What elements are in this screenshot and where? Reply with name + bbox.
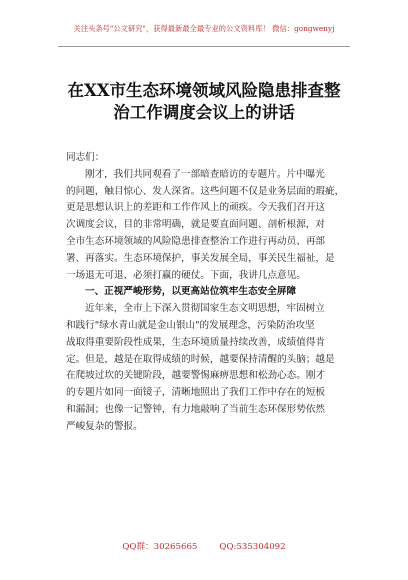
- header-divider: [58, 46, 350, 47]
- paragraph-line: 一场退无可退、必须打赢的硬仗。下面，我讲几点意见。: [66, 269, 306, 281]
- paragraph-line: 战取得重要阶段性成果，生态环境质量持续改善，成绩值得肯: [66, 336, 326, 348]
- title-line-1: 在XX市生态环境领域风险隐患排查整: [67, 81, 341, 100]
- title-line-2: 治工作调度会议上的讲话: [113, 103, 295, 122]
- document-title: [30, 80, 378, 124]
- paragraph-line: 刚才，我们共同观看了一部暗查暗访的专题片。片中曝光: [85, 168, 325, 180]
- document-body: [66, 150, 364, 436]
- paragraph-line: 次调度会议，目的非常明确，就是要直面问题、剖析根源，对: [66, 219, 326, 231]
- header-promo-text: 关注头条号"公文研究"，获得最新最全最专业的公文资料库！ 微信：gongwenyj: [73, 24, 335, 33]
- footer-qq-contact: QQ:535304092: [219, 542, 286, 552]
- paragraph-line: 的专题片如同一面镜子，清晰地照出了我们工作中存在的短板: [66, 387, 326, 399]
- paragraph-line: 定。但是，越是在取得成绩的时候，越要保持清醒的头脑；越是: [66, 353, 335, 365]
- paragraph-line: 和践行"绿水青山就是金山银山"的发展理念，污染防治攻坚: [66, 319, 315, 331]
- paragraph-line: 严峻复杂的警报。: [66, 420, 143, 432]
- paragraph-line: 署、再落实。生态环境保护，事关发展全局，事关民生福祉，是: [66, 252, 335, 264]
- paragraph-line: 和漏洞；也像一记警钟，有力地敲响了当前生态环保形势依然: [66, 403, 326, 415]
- paragraph-line: 的问题，触目惊心、发人深省。这些问题不仅是业务层面的瑕疵，: [66, 185, 345, 197]
- paragraph-line: 近年来，全市上下深入贯彻国家生态文明思想，牢固树立: [85, 303, 325, 315]
- paragraph-line: 全市生态环境领域的风险隐患排查整治工作进行再动员、再部: [66, 235, 326, 247]
- footer-qq-group: QQ群：30265665: [122, 542, 198, 552]
- page-footer: [0, 540, 408, 552]
- page-header: [0, 0, 408, 55]
- paragraph-line: 更是思想认识上的差距和工作作风上的顽疾。今天我们召开这: [66, 202, 326, 214]
- section-heading: 一、正视严峻形势，以更高站位筑牢生态安全屏障: [85, 286, 297, 298]
- paragraph-line: 在爬坡过坎的关键阶段，越要警惕麻痹思想和松劲心态。刚才: [66, 370, 326, 382]
- salutation: 同志们：: [66, 152, 105, 163]
